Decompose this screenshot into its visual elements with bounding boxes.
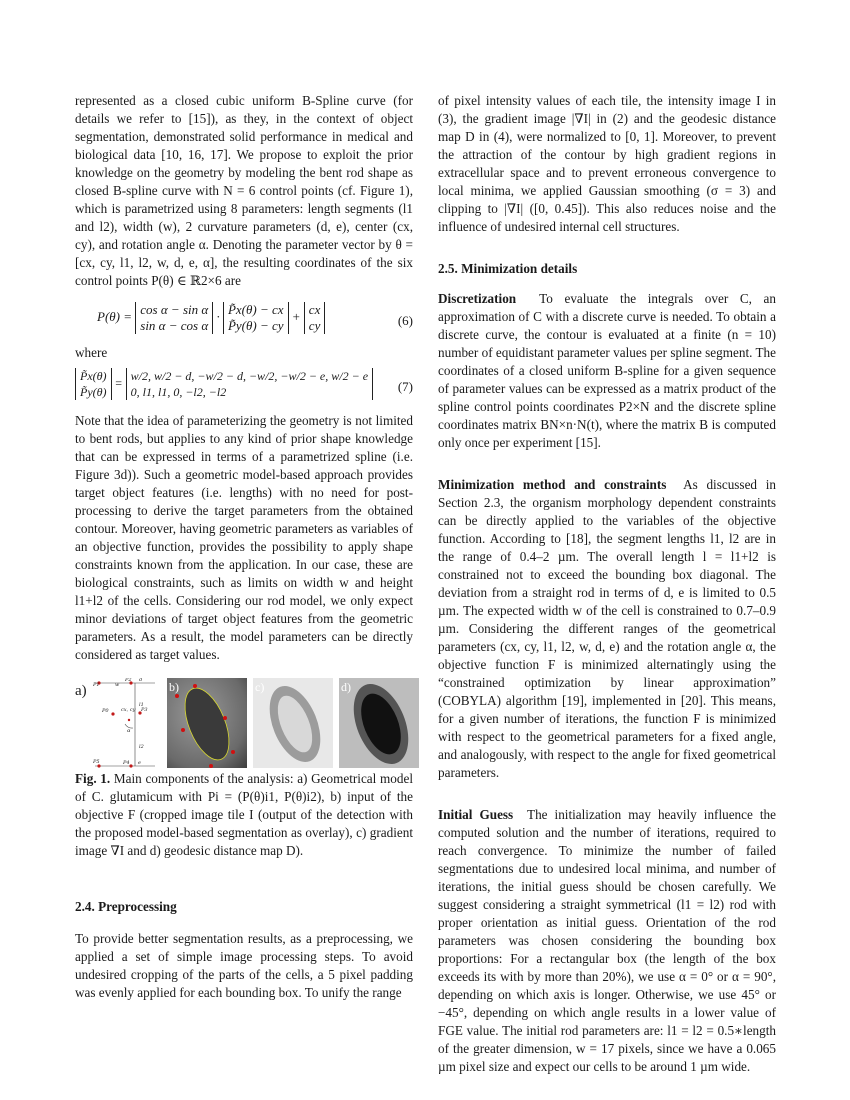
paragraph-parametrization: Note that the idea of parameterizing the geometry is not limited to bent rods, but applies to any kind of prior shape knowledge that can be expressed in terms of a parametrized spline (i.e. Figure 3d)). Such a geometric model-based approach provides target object features (i.e. lengths) with no need for post-processing to derive the target parameters from the obtained contour. Moreover, having geometric parameters as variables of an objective function, provides the possibility to apply shape constraints known from the application. In our case, these are biological constraints, such as limits on width w and height l1+l2 of the cells. Considering our rod model, we only expect minor deviations of target object features from the geometric parameters. As a result, the model parameters can be directly considered as target values. xyxy=(75,413,413,662)
eq6-lhs: P(θ) = xyxy=(97,308,133,324)
initial-guess-heading: Initial Guess xyxy=(438,807,514,822)
eq7-number: (7) xyxy=(397,379,413,394)
label-p0: P0 xyxy=(102,708,109,714)
where-label: where xyxy=(75,345,108,360)
paragraph-initial-guess xyxy=(438,806,776,1076)
center-vector xyxy=(304,302,326,334)
eq7-rhs-matrix xyxy=(126,368,373,400)
rotation-matrix xyxy=(135,302,213,334)
eq7-rhs-row-2: 0, l1, l1, 0, −l2, −l2 xyxy=(130,385,227,399)
overlay-point xyxy=(209,764,213,768)
figure-1 xyxy=(75,674,413,770)
equation-6: P(θ) = cos α − sin α sin α − cos α · P̃x(θ) − cx P̃y(θ) − cy + cx cy (6) xyxy=(97,302,413,333)
segmentation-overlay xyxy=(176,682,238,766)
section-2-4-heading: 2.4. Preprocessing xyxy=(75,899,177,914)
label-l2: l2 xyxy=(139,744,144,750)
overlay-point xyxy=(231,750,235,754)
eq7-lhs-vector xyxy=(75,368,112,400)
vec-row-1: P̃x(θ) − cx xyxy=(227,302,284,317)
left-column xyxy=(75,92,413,1002)
control-point-p0 xyxy=(111,712,114,715)
center-point xyxy=(128,719,130,721)
label-p3: P3 xyxy=(141,707,148,713)
figure-c-gradient-image xyxy=(253,678,333,768)
overlay-point xyxy=(223,716,227,720)
shape-vector xyxy=(223,302,289,334)
fig-label-a: a) xyxy=(75,683,87,699)
label-l1: l1 xyxy=(139,702,144,708)
label-e: e xyxy=(138,760,141,766)
minimization-heading: Minimization method and constraints xyxy=(438,477,667,492)
label-center: cx, cy xyxy=(121,707,136,713)
paragraph-discretization xyxy=(438,290,776,452)
initial-guess-text: The initialization may heavily influence the computed solution and the number of iterations, required to reach convergence. To minimize the number of failed segmentations due to undesired local minima, and number of iterations, the initial guess should be chosen carefully. We suggest considering a straight symmetrical (l1 = l2) rod with proper orientation as initial guess. Orientation of the rod parameters was chosen considering the bounding box proportions: For a rectangular box (the length of the box exceeds its with by more than 20%), we use α = 0° or α = 90°, depending on which axis is longer. Otherwise, we use 45° or −45°, depending on which angle results in a lower value of FGE value. The initial rod parameters are: l1 = l2 = 0.5∗length of the greater dimension, w = 17 pixels, since we have a 0.065 µm pixel size and expect our cells to be around 1 µm wide. xyxy=(438,807,776,1074)
section-2-5-heading: 2.5. Minimization details xyxy=(438,261,578,276)
eq7-lhs-row-1: P̃x(θ) xyxy=(80,369,107,383)
label-p2: P2 xyxy=(125,678,132,683)
rot-row-2: sin α − cos α xyxy=(140,318,209,333)
label-p4: P4 xyxy=(123,760,130,766)
vec-row-2: P̃y(θ) − cy xyxy=(227,318,284,333)
caption-label: Fig. 1. xyxy=(75,771,111,786)
eq6-number: (6) xyxy=(397,313,413,328)
discretization-heading: Discretization xyxy=(438,291,517,306)
paragraph-normalization: of pixel intensity values of each tile, the intensity image I in (3), the gradient image |∇I| in (2) and the geodesic distance map D in (4), were normalized to [0, 1]. Moreover, to prevent the attraction of the contour by high gradient regions in extracellular space and to prevent erroneous convergence to local minima, we applied Gaussian smoothing (σ = 3) and clipping to |∇I| ([0, 0.45]). This also reduces noise and the influence of undesired internal cell structures. xyxy=(438,93,776,234)
right-column xyxy=(438,92,776,1076)
overlay-point xyxy=(181,728,185,732)
figure-b-input-tile xyxy=(167,678,247,768)
paragraph-bspline: represented as a closed cubic uniform B-Spline curve (for details we refer to [15]), as they, in the context of object segmentation, demonstrated solid performance in medical and biological data [10, 16, 17]. We propose to exploit the prior knowledge on the geometry by modeling the bent rod shape as closed B-spline curve with N = 6 control points (cf. Figure 1), which is parametrized using 8 parameters: length segments (l1 and l2), width (w), 2 curvature parameters (d, e), center (cx, cy), and rotation angle α. Denoting the parameter vector by θ = [cx, cy, l1, l2, w, d, e, α], the resulting coordinates of the six control points P(θ) ∈ ℝ2×6 are xyxy=(75,93,413,288)
figure-d-geodesic-map xyxy=(339,678,419,768)
eq7-lhs-row-2: P̃y(θ) xyxy=(80,385,107,399)
control-point-p4 xyxy=(129,764,132,767)
minimization-text: As discussed in Section 2.3, the organism morphology dependent constraints can be directly applied to the variables of the objective function. According to [18], the segment lengths l1, l2 are in the range of 0.4–2 µm. The overall length l = l1+l2 is constrained not to exceed the bounding box diagonal. The deviation from a straight rod in terms of d, e is limited to 0.5 µm. The expected width w of the cell is constrained to 0.7–0.9 µm. Considering the different ranges of the geometrical parameters (cx, cy, l1, l2, w, d, e) and the rotation angle α, the objective function F is minimized alternatingly using the “constrained optimization by linear approximation” (COBYLA) algorithm [19], implemented in [20]. This means, for a given number of iterations, the function F is minimized with respect to the geometrical parameters for a fixed angle, and analogously, with respect to the angle for fixed geometrical parameters. xyxy=(438,477,776,780)
figure-caption xyxy=(75,770,413,860)
center-row-2: cy xyxy=(308,318,321,333)
paragraph-preprocessing: To provide better segmentation results, as a preprocessing, we applied a set of simple image processing steps. To avoid undesired cropping of the parts of the cells, a 5 pixel padding was evenly applied for each bounding box. To unify the range xyxy=(75,931,413,1000)
label-p5: P5 xyxy=(93,759,100,765)
eq7-rhs-row-1: w/2, w/2 − d, −w/2 − d, −w/2, −w/2 − e, w/2 − e xyxy=(130,369,369,383)
figure-a-geometric-model xyxy=(93,678,163,770)
label-d: d xyxy=(139,678,143,683)
fig-label-b: b) xyxy=(169,680,179,694)
overlay-point xyxy=(193,684,197,688)
paragraph-minimization xyxy=(438,476,776,782)
rot-row-1: cos α − sin α xyxy=(140,302,209,317)
discretization-text: To evaluate the integrals over C, an approximation of C with a discrete curve is needed. To obtain a discrete curve, the contour is evaluated at a finite (n = 10) number of equidistant parameter values per spline segment. The coordinates of a closed uniform B-spline for a given sequence of parameter values can be expressed as a matrix product of the spline control points coordinates P2×N and the discrete spline coordinates matrix BN×n·N(t), where the matrix B is computed only once per experiment [15]. xyxy=(438,291,776,450)
caption-text: Main components of the analysis: a) Geometrical model of C. glutamicum with Pi = (P(θ)i1, P(θ)i2), b) input of the objective F (cropped image tile I (output of the detection with the proposed model-based segmentation as overlay), c) gradient image ∇I and d) geodesic distance map D). xyxy=(75,771,413,858)
fig-label-c: c) xyxy=(255,680,265,694)
label-w: w xyxy=(115,682,120,688)
center-row-1: cx xyxy=(308,302,321,317)
label-alpha: α xyxy=(127,728,131,734)
label-p1: P1 xyxy=(93,682,100,688)
equation-7: P̃x(θ) P̃y(θ) = w/2, w/2 − d, −w/2 − d, −w/2, −w/2 − e, w/2 − e 0, l1, l1, 0, −l2, −l2 (7) xyxy=(75,364,413,408)
fig-label-d: d) xyxy=(341,680,351,694)
